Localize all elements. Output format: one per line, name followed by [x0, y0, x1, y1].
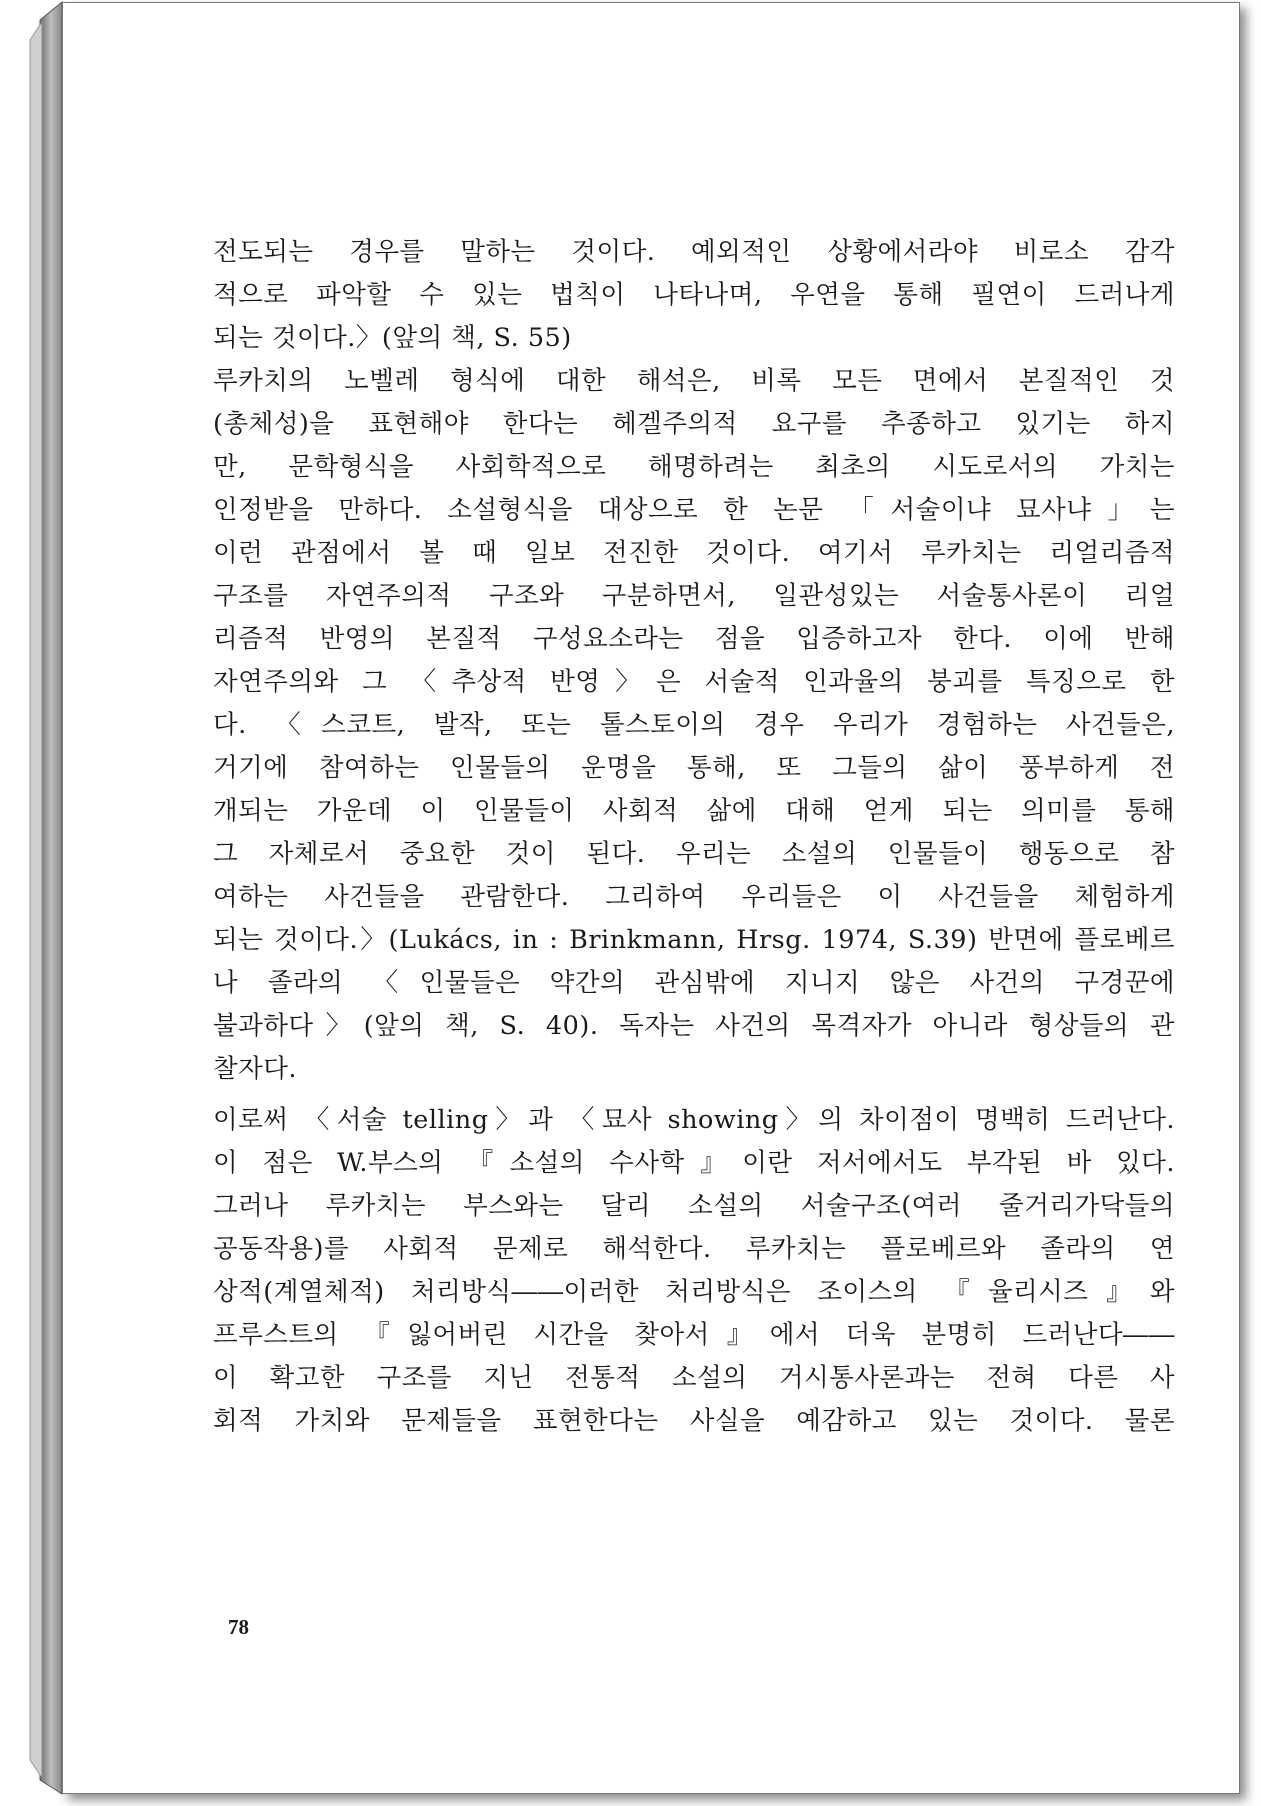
text-line: 그 자체로서 중요한 것이 된다. 우리는 소설의 인물들이 행동으로 참: [213, 839, 1175, 869]
paragraph: [213, 1099, 1175, 1443]
text-line: 만, 문학형식을 사회학적으로 해명하려는 최초의 시도로서의 가치는: [213, 452, 1175, 482]
text-line: 인정받을 만하다. 소설형식을 대상으로 한 논문 「서술이냐 묘사냐」는: [213, 495, 1175, 525]
text-line: 다. 〈스코트, 발작, 또는 톨스토이의 경우 우리가 경험하는 사건들은,: [213, 710, 1175, 740]
text-line: 거기에 참여하는 인물들의 운명을 통해, 또 그들의 삶이 풍부하게 전: [213, 753, 1175, 783]
text-line: 공동작용)를 사회적 문제로 해석한다. 루카치는 플로베르와 졸라의 연: [213, 1234, 1175, 1264]
text-line: 되는 것이다.〉(Lukács, in : Brinkmann, Hrsg. 1974, S.39) 반면에 플로베르: [213, 925, 1175, 955]
text-line: 이런 관점에서 볼 때 일보 전진한 것이다. 여기서 루카치는 리얼리즘적: [213, 538, 1175, 568]
text-line: 전도되는 경우를 말하는 것이다. 예외적인 상황에서라야 비로소 감각: [213, 237, 1175, 267]
text-line: (총체성)을 표현해야 한다는 헤겔주의적 요구를 추종하고 있기는 하지: [213, 409, 1175, 439]
text-line: 여하는 사건들을 관람한다. 그리하여 우리들은 이 사건들을 체험하게: [213, 882, 1175, 912]
text-line: 그러나 루카치는 부스와는 달리 소설의 서술구조(여러 줄거리가닥들의: [213, 1191, 1175, 1221]
paragraph: [213, 231, 1175, 360]
text-line: 불과하다〉(앞의 책, S. 40). 독자는 사건의 목격자가 아니라 형상들의 관: [213, 1011, 1175, 1041]
text-line: 이 점은 W.부스의 『소설의 수사학』이란 저서에서도 부각된 바 있다.: [213, 1148, 1175, 1178]
text-line: 개되는 가운데 이 인물들이 사회적 삶에 대해 얻게 되는 의미를 통해: [213, 796, 1175, 826]
text-line: 찰자다.: [213, 1054, 298, 1084]
text-line: 리즘적 반영의 본질적 구성요소라는 점을 입증하고자 한다. 이에 반해: [213, 624, 1175, 654]
page-number: 78: [228, 1615, 249, 1639]
text-line: 프루스트의 『잃어버린 시간을 찾아서』에서 더욱 분명히 드러난다――: [213, 1320, 1175, 1350]
text-line: 이 확고한 구조를 지닌 전통적 소설의 거시통사론과는 전혀 다른 사: [213, 1363, 1175, 1393]
body-text: [213, 231, 1175, 1443]
text-line: 이로써 〈서술 telling〉과 〈묘사 showing〉의 차이점이 명백히 드러난다.: [213, 1105, 1175, 1135]
paragraph: [213, 360, 1175, 1091]
text-line: 되는 것이다.〉(앞의 책, S. 55): [213, 323, 572, 353]
text-line: 자연주의와 그 〈추상적 반영〉은 서술적 인과율의 붕괴를 특징으로 한: [213, 667, 1175, 697]
text-line: 루카치의 노벨레 형식에 대한 해석은, 비록 모든 면에서 본질적인 것: [213, 366, 1175, 396]
page: [62, 2, 1240, 1794]
text-line: 나 졸라의 〈인물들은 약간의 관심밖에 지니지 않은 사건의 구경꾼에: [213, 968, 1175, 998]
text-line: 적으로 파악할 수 있는 법칙이 나타나며, 우연을 통해 필연이 드러나게: [213, 280, 1175, 310]
text-line: 상적(계열체적) 처리방식――이러한 처리방식은 조이스의 『율리시즈』와: [213, 1277, 1175, 1307]
text-line: 구조를 자연주의적 구조와 구분하면서, 일관성있는 서술통사론이 리얼: [213, 581, 1175, 611]
text-line: 회적 가치와 문제들을 표현한다는 사실을 예감하고 있는 것이다. 물론: [213, 1406, 1175, 1436]
